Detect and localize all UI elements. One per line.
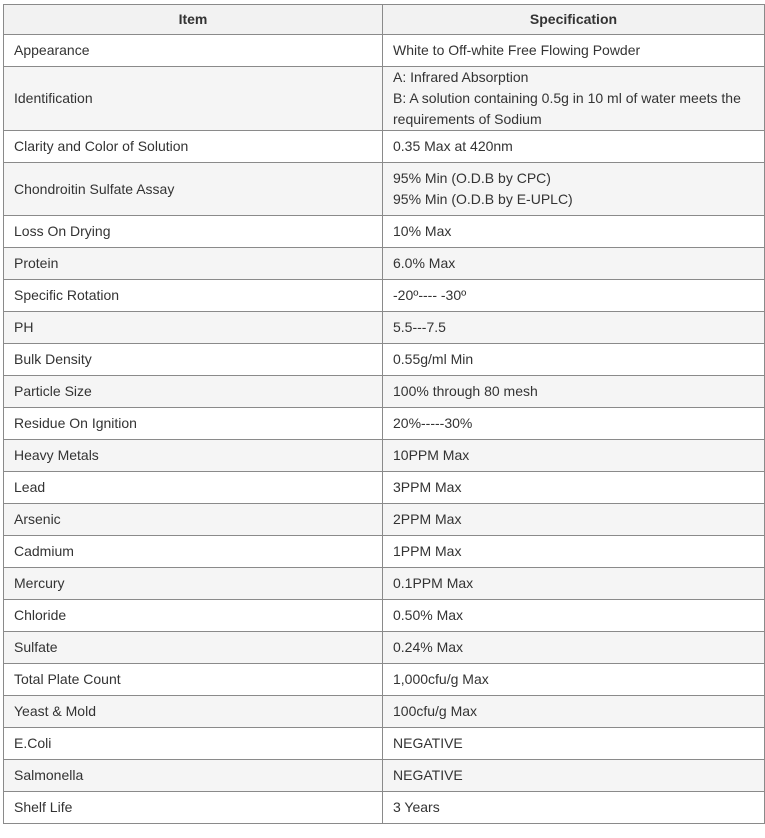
item-cell: Arsenic bbox=[4, 504, 383, 536]
specification-cell bbox=[383, 760, 765, 792]
specification-line: 2PPM Max bbox=[393, 511, 462, 527]
specification-cell bbox=[383, 131, 765, 163]
header-row bbox=[4, 5, 765, 35]
table-header bbox=[4, 5, 765, 35]
item-cell: Mercury bbox=[4, 568, 383, 600]
specification-line: 95% Min (O.D.B by CPC) bbox=[393, 170, 551, 186]
specification-line: 95% Min (O.D.B by E-UPLC) bbox=[393, 191, 573, 207]
specification-line: B: A solution containing 0.5g in 10 ml of water meets the bbox=[393, 90, 741, 106]
item-cell: Chondroitin Sulfate Assay bbox=[4, 163, 383, 216]
specification-line: 1PPM Max bbox=[393, 543, 462, 559]
specification-cell bbox=[383, 472, 765, 504]
specification-cell bbox=[383, 440, 765, 472]
specification-line: 3 Years bbox=[393, 799, 440, 815]
item-cell: Cadmium bbox=[4, 536, 383, 568]
specification-cell bbox=[383, 600, 765, 632]
item-cell: Particle Size bbox=[4, 376, 383, 408]
table-row bbox=[4, 344, 765, 376]
item-cell: Loss On Drying bbox=[4, 216, 383, 248]
specification-cell bbox=[383, 376, 765, 408]
item-cell: Sulfate bbox=[4, 632, 383, 664]
specification-cell bbox=[383, 728, 765, 760]
table-row bbox=[4, 216, 765, 248]
item-cell: Chloride bbox=[4, 600, 383, 632]
specification-line: 6.0% Max bbox=[393, 255, 456, 271]
table-row bbox=[4, 472, 765, 504]
specification-line: 100% through 80 mesh bbox=[393, 383, 538, 399]
table-row bbox=[4, 67, 765, 131]
specification-cell bbox=[383, 408, 765, 440]
specification-cell bbox=[383, 504, 765, 536]
item-cell: Salmonella bbox=[4, 760, 383, 792]
specification-cell bbox=[383, 312, 765, 344]
specification-line: -20º---- -30º bbox=[393, 287, 467, 303]
specification-line: 5.5---7.5 bbox=[393, 319, 446, 335]
specification-cell bbox=[383, 163, 765, 216]
specification-line: 0.1PPM Max bbox=[393, 575, 474, 591]
table-row bbox=[4, 440, 765, 472]
specification-cell bbox=[383, 344, 765, 376]
header-item: Item bbox=[4, 5, 383, 35]
table-row bbox=[4, 728, 765, 760]
table-row bbox=[4, 248, 765, 280]
item-cell: Protein bbox=[4, 248, 383, 280]
specification-line: 0.55g/ml Min bbox=[393, 351, 474, 367]
item-cell: PH bbox=[4, 312, 383, 344]
item-cell: Bulk Density bbox=[4, 344, 383, 376]
specification-line: 1,000cfu/g Max bbox=[393, 671, 489, 687]
table-row bbox=[4, 163, 765, 216]
specification-line: 10PPM Max bbox=[393, 447, 470, 463]
specification-line: NEGATIVE bbox=[393, 767, 463, 783]
specification-line: 0.24% Max bbox=[393, 639, 464, 655]
specification-table bbox=[3, 4, 765, 824]
table-row bbox=[4, 760, 765, 792]
specification-line: 10% Max bbox=[393, 223, 452, 239]
specification-cell bbox=[383, 696, 765, 728]
specification-line: NEGATIVE bbox=[393, 735, 463, 751]
table-row bbox=[4, 376, 765, 408]
table-row bbox=[4, 568, 765, 600]
item-cell: Heavy Metals bbox=[4, 440, 383, 472]
item-cell: Clarity and Color of Solution bbox=[4, 131, 383, 163]
table-row bbox=[4, 792, 765, 824]
specification-line: requirements of Sodium bbox=[393, 111, 542, 127]
table-row bbox=[4, 536, 765, 568]
table-row bbox=[4, 664, 765, 696]
specification-cell bbox=[383, 664, 765, 696]
specification-cell bbox=[383, 792, 765, 824]
item-cell: Shelf Life bbox=[4, 792, 383, 824]
header-specification: Specification bbox=[383, 5, 765, 35]
table-row bbox=[4, 600, 765, 632]
item-cell: E.Coli bbox=[4, 728, 383, 760]
item-cell: Lead bbox=[4, 472, 383, 504]
specification-cell bbox=[383, 568, 765, 600]
item-cell: Total Plate Count bbox=[4, 664, 383, 696]
item-cell: Appearance bbox=[4, 35, 383, 67]
item-cell: Specific Rotation bbox=[4, 280, 383, 312]
specification-line: 100cfu/g Max bbox=[393, 703, 478, 719]
specification-line: 20%-----30% bbox=[393, 415, 473, 431]
table-body bbox=[4, 35, 765, 824]
specification-line: White to Off-white Free Flowing Powder bbox=[393, 42, 641, 58]
specification-cell bbox=[383, 67, 765, 131]
specification-cell bbox=[383, 632, 765, 664]
specification-cell bbox=[383, 248, 765, 280]
specification-line: A: Infrared Absorption bbox=[393, 69, 529, 85]
specification-line: 3PPM Max bbox=[393, 479, 462, 495]
specification-cell bbox=[383, 280, 765, 312]
table-row bbox=[4, 280, 765, 312]
specification-line: 0.35 Max at 420nm bbox=[393, 138, 513, 154]
table-row bbox=[4, 408, 765, 440]
table-row bbox=[4, 696, 765, 728]
item-cell: Residue On Ignition bbox=[4, 408, 383, 440]
table-row bbox=[4, 312, 765, 344]
specification-cell bbox=[383, 536, 765, 568]
table-row bbox=[4, 35, 765, 67]
specification-cell bbox=[383, 216, 765, 248]
table-row bbox=[4, 632, 765, 664]
item-cell: Yeast & Mold bbox=[4, 696, 383, 728]
table-row bbox=[4, 131, 765, 163]
item-cell: Identification bbox=[4, 67, 383, 131]
specification-cell bbox=[383, 35, 765, 67]
table-row bbox=[4, 504, 765, 536]
specification-line: 0.50% Max bbox=[393, 607, 464, 623]
